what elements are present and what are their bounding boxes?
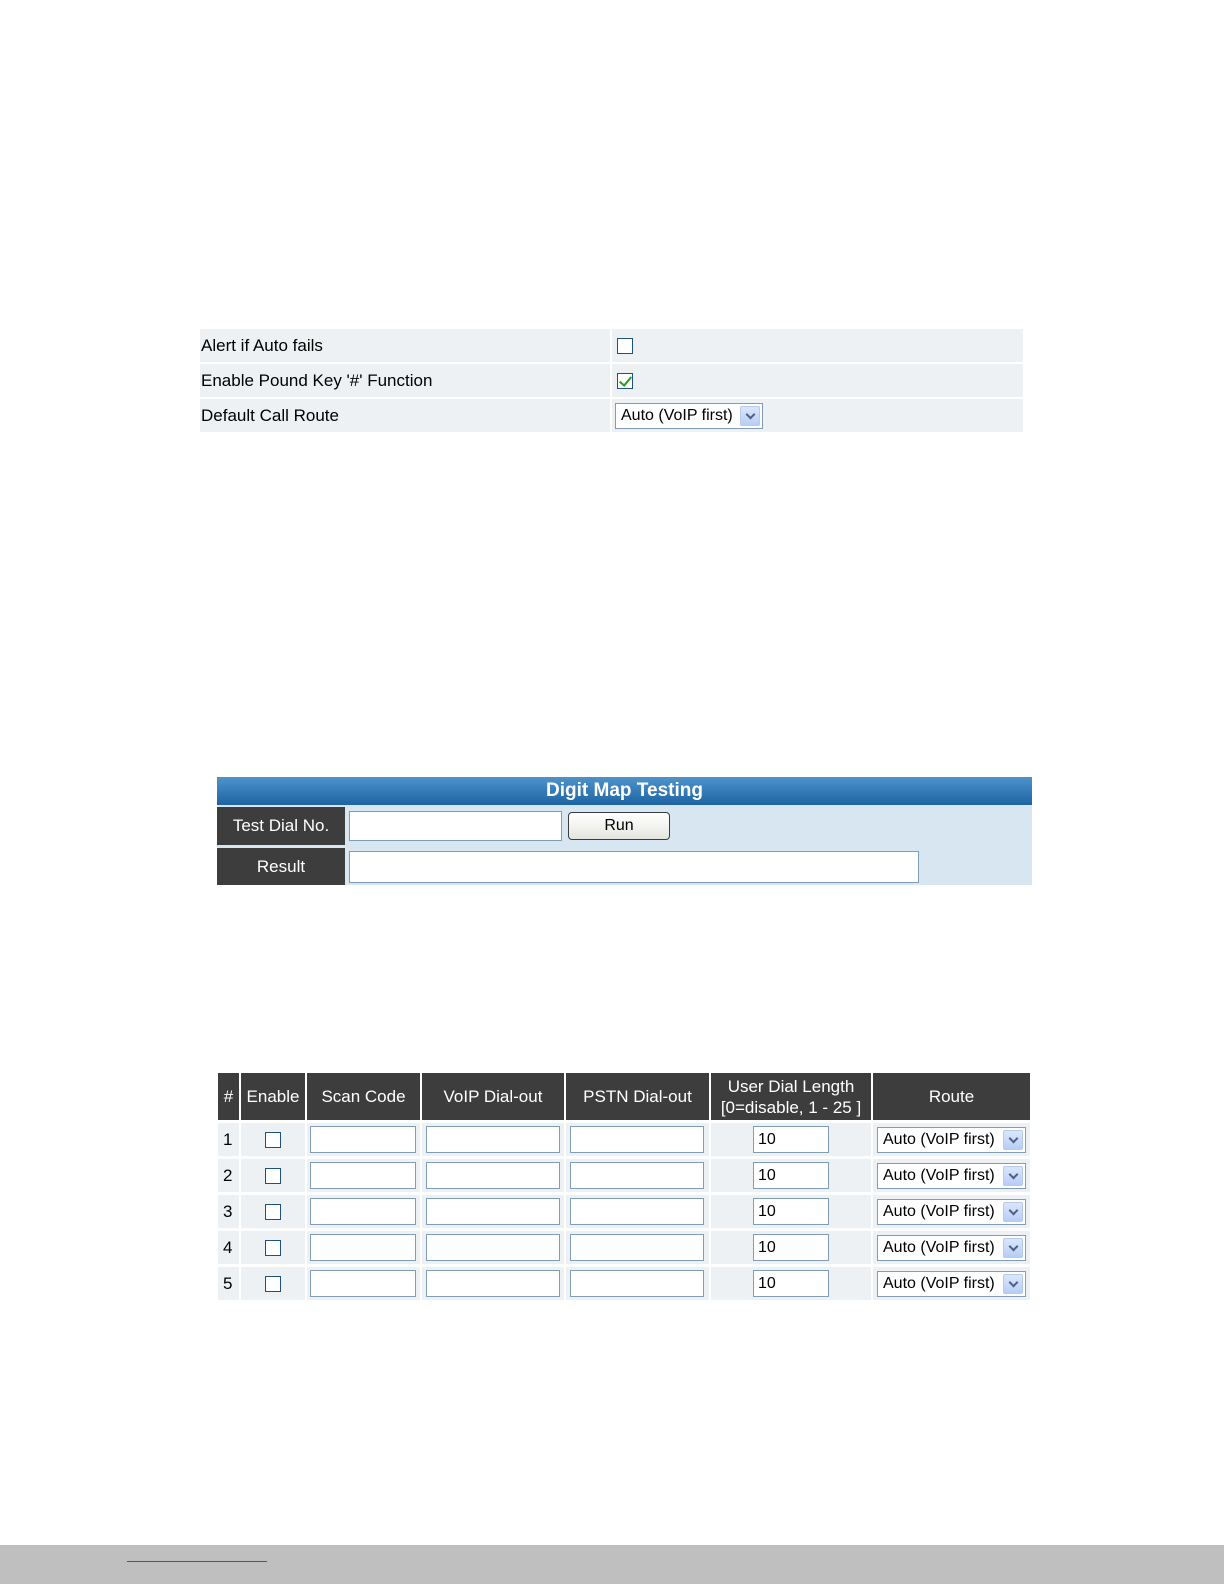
test-dial-input[interactable] <box>349 811 562 841</box>
table-row <box>218 1266 1030 1301</box>
user-dial-length-range: [0=disable, 1 - 25 ] <box>720 1097 862 1117</box>
route-select[interactable] <box>877 1163 1026 1189</box>
result-label: Result <box>217 848 345 885</box>
voip-dial-out-input[interactable] <box>426 1162 560 1189</box>
voip-dial-out-input[interactable] <box>426 1234 560 1261</box>
enable-checkbox[interactable] <box>265 1204 281 1220</box>
table-row <box>218 1194 1030 1230</box>
footer-bar <box>0 1545 1224 1584</box>
test-dial-label: Test Dial No. <box>217 807 345 845</box>
pound-key-label: Enable Pound Key '#' Function <box>200 363 611 398</box>
pstn-dial-out-input[interactable] <box>570 1234 704 1261</box>
alert-auto-fails-checkbox[interactable] <box>617 338 633 354</box>
row-number: 3 <box>218 1194 240 1230</box>
pound-key-checkbox[interactable] <box>617 373 633 389</box>
scan-code-input[interactable] <box>310 1234 416 1261</box>
default-call-route-row <box>200 398 1023 433</box>
pound-key-row <box>200 363 1023 398</box>
col-header-pstn-dial-out: PSTN Dial-out <box>565 1073 710 1122</box>
row-number: 2 <box>218 1158 240 1194</box>
chevron-down-icon[interactable] <box>1003 1238 1023 1258</box>
col-header-user-dial-length <box>710 1073 872 1122</box>
route-value: Auto (VoIP first) <box>883 1130 995 1148</box>
chevron-down-icon[interactable] <box>1003 1202 1023 1222</box>
route-value: Auto (VoIP first) <box>883 1202 995 1220</box>
result-row <box>217 848 919 885</box>
route-select[interactable] <box>877 1127 1026 1153</box>
enable-checkbox[interactable] <box>265 1132 281 1148</box>
default-call-route-select[interactable] <box>615 403 763 429</box>
test-dial-row <box>217 807 670 845</box>
voip-dial-out-input[interactable] <box>426 1198 560 1225</box>
table-header-row <box>218 1073 1030 1122</box>
col-header-route: Route <box>872 1073 1030 1122</box>
default-call-route-value: Auto (VoIP first) <box>621 406 733 424</box>
col-header-enable: Enable <box>240 1073 306 1122</box>
scan-code-input[interactable] <box>310 1126 416 1153</box>
col-header-num: # <box>218 1073 240 1122</box>
table-row <box>218 1230 1030 1266</box>
scan-code-table <box>218 1073 1030 1300</box>
scan-code-input[interactable] <box>310 1198 416 1225</box>
footer-link[interactable] <box>127 1545 267 1562</box>
pstn-dial-out-input[interactable] <box>570 1270 704 1297</box>
route-value: Auto (VoIP first) <box>883 1274 995 1292</box>
chevron-down-icon[interactable] <box>1003 1274 1023 1294</box>
voip-dial-out-input[interactable] <box>426 1126 560 1153</box>
pstn-dial-out-input[interactable] <box>570 1126 704 1153</box>
user-dial-length-input[interactable] <box>753 1126 829 1153</box>
route-select[interactable] <box>877 1199 1026 1225</box>
enable-checkbox[interactable] <box>265 1276 281 1292</box>
row-number: 5 <box>218 1266 240 1301</box>
route-value: Auto (VoIP first) <box>883 1238 995 1256</box>
chevron-down-icon[interactable] <box>1003 1130 1023 1150</box>
user-dial-length-input[interactable] <box>753 1234 829 1261</box>
call-route-settings <box>200 329 1023 434</box>
run-button[interactable]: Run <box>568 812 670 840</box>
digit-map-testing-panel <box>217 777 1032 885</box>
alert-auto-fails-row <box>200 329 1023 363</box>
pstn-dial-out-input[interactable] <box>570 1198 704 1225</box>
col-header-voip-dial-out: VoIP Dial-out <box>421 1073 565 1122</box>
row-number: 1 <box>218 1122 240 1158</box>
pstn-dial-out-input[interactable] <box>570 1162 704 1189</box>
chevron-down-icon[interactable] <box>740 406 760 426</box>
enable-checkbox[interactable] <box>265 1240 281 1256</box>
chevron-down-icon[interactable] <box>1003 1166 1023 1186</box>
user-dial-length-title: User Dial Length <box>727 1076 855 1096</box>
table-row <box>218 1122 1030 1158</box>
user-dial-length-input[interactable] <box>753 1198 829 1225</box>
route-value: Auto (VoIP first) <box>883 1166 995 1184</box>
user-dial-length-input[interactable] <box>753 1162 829 1189</box>
col-header-scan-code: Scan Code <box>306 1073 421 1122</box>
route-select[interactable] <box>877 1271 1026 1297</box>
digit-map-testing-title: Digit Map Testing <box>217 777 1032 805</box>
alert-auto-fails-label: Alert if Auto fails <box>200 329 611 363</box>
route-select[interactable] <box>877 1235 1026 1261</box>
result-field[interactable] <box>349 851 919 883</box>
scan-code-input[interactable] <box>310 1270 416 1297</box>
enable-checkbox[interactable] <box>265 1168 281 1184</box>
default-call-route-label: Default Call Route <box>200 398 611 433</box>
row-number: 4 <box>218 1230 240 1266</box>
voip-dial-out-input[interactable] <box>426 1270 560 1297</box>
user-dial-length-input[interactable] <box>753 1270 829 1297</box>
scan-code-input[interactable] <box>310 1162 416 1189</box>
table-row <box>218 1158 1030 1194</box>
